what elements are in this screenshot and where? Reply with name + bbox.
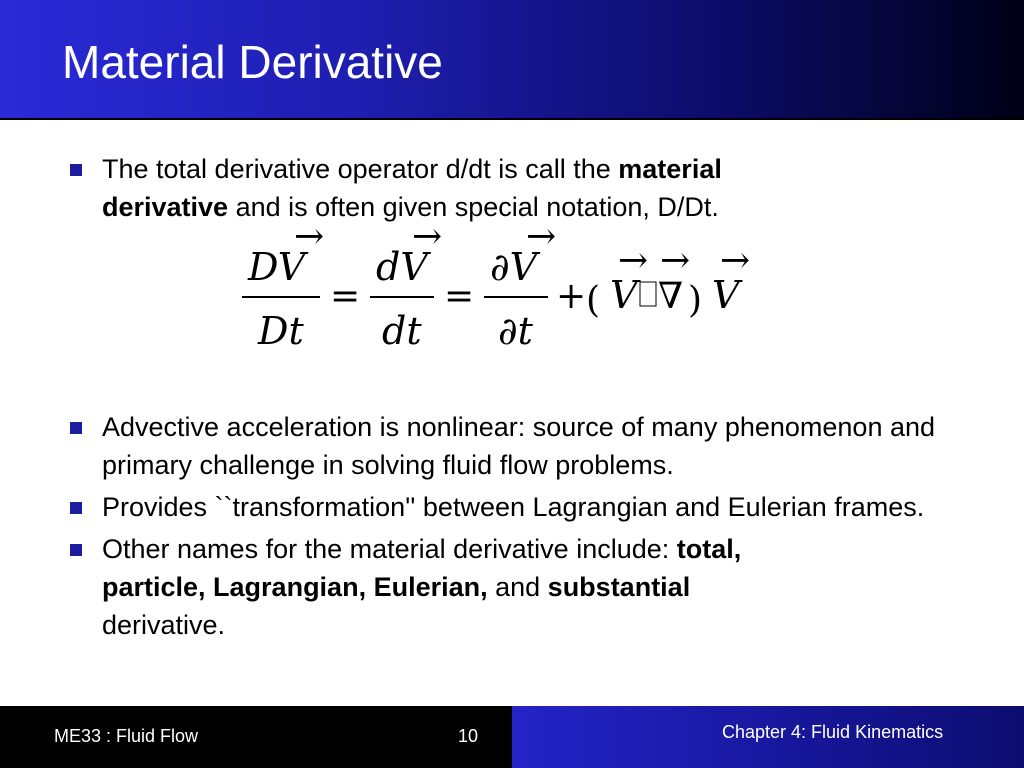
title-divider [0,118,1024,120]
vector-arrow-icon: → [526,228,557,257]
eq-denominator: dt [382,309,422,353]
course-name: ME33 : Fluid Flow [54,726,199,746]
eq-numerator: DV [248,245,306,289]
equals-sign: = [330,276,361,317]
eq-velocity: V [712,273,740,317]
footer [0,706,1024,768]
bullet-text: Other names for the material derivative include: [102,534,677,564]
slide-title: Material Derivative [62,36,443,88]
bullet-square-icon [70,502,82,514]
eq-numerator: dV [376,245,428,289]
chapter-title: Chapter 4: Fluid Kinematics [722,722,944,742]
footer-left-panel [0,706,512,768]
missing-glyph-box [640,282,656,306]
bullet-bold-text: substantial [547,572,691,602]
bullet-bold-text: total, [676,534,742,564]
bullet-text: and [487,572,548,602]
vector-arrow-icon: → [720,240,751,281]
bullet-item [70,488,970,526]
eq-velocity: V [610,273,638,317]
eq-denominator: ∂t [498,309,533,353]
vector-arrow-icon: → [660,240,691,281]
material-derivative-equation [236,228,756,358]
vector-arrow-icon: → [618,240,649,281]
nabla-icon: ∇ [658,276,684,317]
vector-arrow-icon: → [294,228,325,257]
bullet-square-icon [70,164,82,176]
left-paren: ( [586,280,601,321]
eq-denominator: Dt [258,309,304,353]
title-bar [0,0,1024,120]
bullet-item [70,530,970,644]
bullet-text: derivative. [102,610,226,640]
bullet-bold-text: particle, Lagrangian, Eulerian, [102,572,488,602]
bullet-square-icon [70,544,82,556]
bullet-square-icon [70,422,82,434]
bullet-text: The total derivative operator d/dt is call the [102,154,619,184]
bullet-list [70,150,970,644]
eq-numerator: ∂V [490,245,538,289]
page-number: 10 [458,726,479,746]
bullet-bold-text: derivative [102,192,229,222]
bullet-item [70,408,970,484]
bullet-bold-text: material [618,154,722,184]
vector-arrow-icon: → [412,228,443,257]
bullet-text: and is often given special notation, D/Dt. [228,192,719,222]
equals-sign: = [444,276,475,317]
bullet-item [70,150,970,226]
bullet-text: Advective acceleration is nonlinear: source of many phenomenon and primary challenge in solving fluid flow problems. [102,412,936,480]
bullet-text: Provides ``transformation'' between Lagrangian and Eulerian frames. [102,492,925,522]
right-paren: ) [688,280,703,321]
plus-sign: + [556,276,587,317]
